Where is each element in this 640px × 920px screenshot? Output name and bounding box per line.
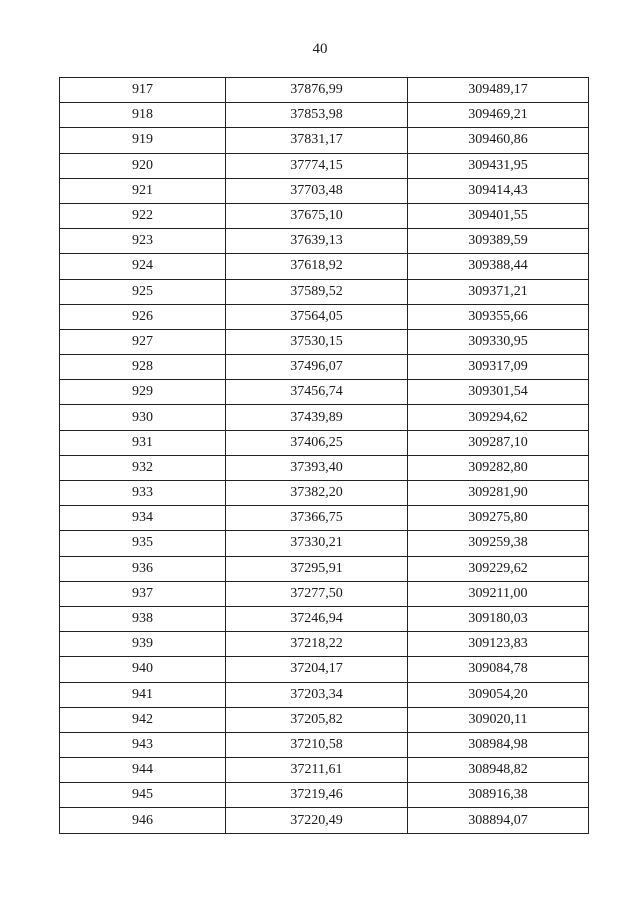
table-row: [60, 153, 589, 178]
table-row: [60, 632, 589, 657]
x-coordinate-cell: 37774,15: [226, 153, 408, 178]
x-coordinate-cell: 37675,10: [226, 203, 408, 228]
x-coordinate-cell: 37330,21: [226, 531, 408, 556]
point-number-cell: 932: [60, 455, 226, 480]
x-coordinate-cell: 37406,25: [226, 430, 408, 455]
y-coordinate-cell: 309371,21: [408, 279, 589, 304]
x-coordinate-cell: 37564,05: [226, 304, 408, 329]
point-number-cell: 918: [60, 103, 226, 128]
y-coordinate-cell: 309431,95: [408, 153, 589, 178]
point-number-cell: 925: [60, 279, 226, 304]
x-coordinate-cell: 37246,94: [226, 606, 408, 631]
y-coordinate-cell: 309389,59: [408, 229, 589, 254]
x-coordinate-cell: 37205,82: [226, 707, 408, 732]
table-row: [60, 481, 589, 506]
table-row: [60, 531, 589, 556]
page-number: 40: [312, 41, 328, 57]
table-row: [60, 783, 589, 808]
x-coordinate-cell: 37204,17: [226, 657, 408, 682]
table-row: [60, 304, 589, 329]
y-coordinate-cell: 309287,10: [408, 430, 589, 455]
x-coordinate-cell: 37393,40: [226, 455, 408, 480]
x-coordinate-cell: 37618,92: [226, 254, 408, 279]
x-coordinate-cell: 37219,46: [226, 783, 408, 808]
table-row: [60, 808, 589, 833]
x-coordinate-cell: 37530,15: [226, 329, 408, 354]
x-coordinate-cell: 37203,34: [226, 682, 408, 707]
point-number-cell: 917: [60, 78, 226, 103]
y-coordinate-cell: 309388,44: [408, 254, 589, 279]
table-row: [60, 103, 589, 128]
coordinates-table: [59, 77, 589, 834]
table-row: [60, 732, 589, 757]
point-number-cell: 935: [60, 531, 226, 556]
x-coordinate-cell: 37496,07: [226, 355, 408, 380]
y-coordinate-cell: 309317,09: [408, 355, 589, 380]
point-number-cell: 921: [60, 178, 226, 203]
y-coordinate-cell: 308984,98: [408, 732, 589, 757]
table-row: [60, 758, 589, 783]
point-number-cell: 923: [60, 229, 226, 254]
table-row: [60, 128, 589, 153]
y-coordinate-cell: 309123,83: [408, 632, 589, 657]
x-coordinate-cell: 37277,50: [226, 581, 408, 606]
point-number-cell: 919: [60, 128, 226, 153]
table-row: [60, 355, 589, 380]
point-number-cell: 945: [60, 783, 226, 808]
y-coordinate-cell: 309469,21: [408, 103, 589, 128]
point-number-cell: 928: [60, 355, 226, 380]
x-coordinate-cell: 37853,98: [226, 103, 408, 128]
y-coordinate-cell: 309054,20: [408, 682, 589, 707]
table-row: [60, 78, 589, 103]
x-coordinate-cell: 37295,91: [226, 556, 408, 581]
x-coordinate-cell: 37639,13: [226, 229, 408, 254]
table-row: [60, 707, 589, 732]
point-number-cell: 920: [60, 153, 226, 178]
y-coordinate-cell: 309489,17: [408, 78, 589, 103]
table-row: [60, 279, 589, 304]
y-coordinate-cell: 308894,07: [408, 808, 589, 833]
table-row: [60, 506, 589, 531]
point-number-cell: 927: [60, 329, 226, 354]
point-number-cell: 943: [60, 732, 226, 757]
y-coordinate-cell: 308916,38: [408, 783, 589, 808]
table-row: [60, 657, 589, 682]
y-coordinate-cell: 309401,55: [408, 203, 589, 228]
point-number-cell: 934: [60, 506, 226, 531]
y-coordinate-cell: 309229,62: [408, 556, 589, 581]
point-number-cell: 922: [60, 203, 226, 228]
table-row: [60, 380, 589, 405]
y-coordinate-cell: 309301,54: [408, 380, 589, 405]
y-coordinate-cell: 309282,80: [408, 455, 589, 480]
table-row: [60, 178, 589, 203]
point-number-cell: 942: [60, 707, 226, 732]
y-coordinate-cell: 309414,43: [408, 178, 589, 203]
table-row: [60, 229, 589, 254]
table-row: [60, 430, 589, 455]
point-number-cell: 930: [60, 405, 226, 430]
table-row: [60, 556, 589, 581]
y-coordinate-cell: 309259,38: [408, 531, 589, 556]
y-coordinate-cell: 308948,82: [408, 758, 589, 783]
y-coordinate-cell: 309281,90: [408, 481, 589, 506]
y-coordinate-cell: 309211,00: [408, 581, 589, 606]
y-coordinate-cell: 309460,86: [408, 128, 589, 153]
y-coordinate-cell: 309294,62: [408, 405, 589, 430]
point-number-cell: 937: [60, 581, 226, 606]
table-row: [60, 254, 589, 279]
x-coordinate-cell: 37703,48: [226, 178, 408, 203]
x-coordinate-cell: 37366,75: [226, 506, 408, 531]
x-coordinate-cell: 37439,89: [226, 405, 408, 430]
point-number-cell: 939: [60, 632, 226, 657]
x-coordinate-cell: 37876,99: [226, 78, 408, 103]
table-row: [60, 329, 589, 354]
x-coordinate-cell: 37211,61: [226, 758, 408, 783]
table-row: [60, 682, 589, 707]
table-row: [60, 455, 589, 480]
x-coordinate-cell: 37220,49: [226, 808, 408, 833]
table-row: [60, 606, 589, 631]
table-row: [60, 203, 589, 228]
point-number-cell: 929: [60, 380, 226, 405]
point-number-cell: 941: [60, 682, 226, 707]
point-number-cell: 936: [60, 556, 226, 581]
point-number-cell: 933: [60, 481, 226, 506]
point-number-cell: 938: [60, 606, 226, 631]
x-coordinate-cell: 37210,58: [226, 732, 408, 757]
x-coordinate-cell: 37831,17: [226, 128, 408, 153]
point-number-cell: 946: [60, 808, 226, 833]
y-coordinate-cell: 309275,80: [408, 506, 589, 531]
y-coordinate-cell: 309355,66: [408, 304, 589, 329]
point-number-cell: 940: [60, 657, 226, 682]
x-coordinate-cell: 37382,20: [226, 481, 408, 506]
point-number-cell: 944: [60, 758, 226, 783]
x-coordinate-cell: 37589,52: [226, 279, 408, 304]
y-coordinate-cell: 309180,03: [408, 606, 589, 631]
point-number-cell: 924: [60, 254, 226, 279]
table-row: [60, 405, 589, 430]
table-row: [60, 581, 589, 606]
y-coordinate-cell: 309020,11: [408, 707, 589, 732]
y-coordinate-cell: 309084,78: [408, 657, 589, 682]
coordinates-table-body: [60, 78, 589, 834]
point-number-cell: 926: [60, 304, 226, 329]
y-coordinate-cell: 309330,95: [408, 329, 589, 354]
x-coordinate-cell: 37218,22: [226, 632, 408, 657]
x-coordinate-cell: 37456,74: [226, 380, 408, 405]
point-number-cell: 931: [60, 430, 226, 455]
